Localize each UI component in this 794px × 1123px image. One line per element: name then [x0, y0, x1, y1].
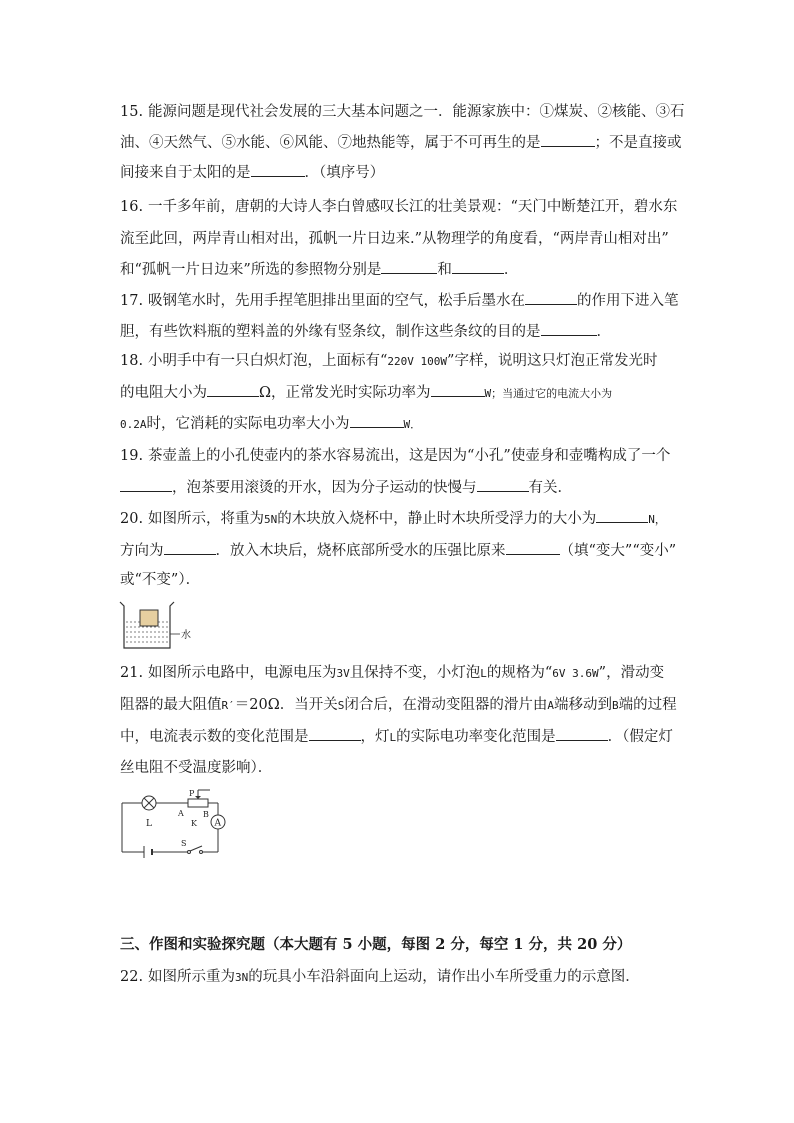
answer-blank: [525, 290, 577, 305]
q22-line1: 22. 如图所示重为3N的玩具小车沿斜面向上运动，请作出小车所受重力的示意图．: [120, 969, 640, 985]
q20-line3: 或“不变”）．: [120, 572, 201, 588]
answer-blank: [164, 540, 216, 555]
lamp-icon: [142, 796, 156, 810]
question-number: 22.: [120, 969, 144, 985]
q17-line1: 17. 吸钢笔水时，先用手捏笔胆排出里面的空气，松手后墨水在 的作用下进入笔: [120, 290, 679, 311]
question-number: 17.: [120, 293, 144, 309]
q15-line1: 15. 能源问题是现代社会发展的三大基本问题之一．能源家族中：①煤炭、②核能、③石: [120, 104, 685, 120]
q20-line1: 20. 如图所示，将重为5N的木块放入烧杯中，静止时木块所受浮力的大小为 N，: [120, 508, 666, 530]
answer-blank: [506, 540, 560, 555]
answer-blank: [596, 508, 648, 523]
answer-blank: [207, 382, 259, 397]
q16-line1: 16. 一千多年前，唐朝的大诗人李白曾感叹长江的壮美景观：“天门中断楚江开，碧水东: [120, 199, 678, 215]
q18-line2: 的电阻大小为 Ω，正常发光时实际功率为 W；当通过它的电流大小为: [120, 382, 612, 404]
q15-line2: 油、④天然气、⑤水能、⑥风能、⑦地热能等，属于不可再生的是 ；不是直接或: [120, 132, 682, 153]
battery-icon: [144, 846, 152, 858]
q15-line3: 间接来自于太阳的是 ．（填序号）: [120, 162, 384, 183]
q19-line1: 19. 茶壶盖上的小孔使壶内的茶水容易流出，这是因为“小孔”使壶身和壶嘴构成了一个: [120, 448, 671, 464]
question-number: 18.: [120, 353, 144, 369]
rheostat-icon: [188, 799, 208, 807]
beaker-figure: [118, 600, 198, 654]
q16-line2: 流至此回，两岸青山相对出，孤帆一片日边来.”从物理学的角度看，“两岸青山相对出”: [120, 231, 669, 247]
q21-line3: 中，电流表示数的变化范围是 ，灯L的实际电功率变化范围是 ．（假定灯: [120, 726, 673, 748]
end-b-label: B: [203, 810, 209, 819]
q17-line2: 胆，有些饮料瓶的塑料盖的外缘有竖条纹，制作这些条纹的目的是 ．: [120, 321, 611, 342]
answer-blank: [556, 726, 608, 741]
answer-blank: [477, 477, 529, 492]
switch-icon: [188, 846, 203, 854]
water-label: 水: [181, 630, 191, 641]
question-number: 15.: [120, 104, 144, 120]
answer-blank: [350, 413, 404, 428]
lamp-label: L: [146, 819, 152, 829]
q21-line2: 阻器的最大阻值R′＝20Ω．当开关S闭合后，在滑动变阻器的滑片由A端移动到B端的过程: [120, 697, 677, 713]
answer-blank: [309, 726, 361, 741]
slider-label: P: [189, 789, 195, 798]
switch-label: S: [181, 839, 187, 848]
answer-blank: [251, 162, 305, 177]
ammeter-label: A: [214, 818, 221, 829]
answer-blank: [541, 321, 597, 336]
answer-blank: [541, 132, 595, 147]
answer-blank: [431, 382, 485, 397]
q16-line3: 和“孤帆一片日边来”所选的参照物分别是 和 ．: [120, 259, 518, 280]
answer-blank: [120, 477, 172, 492]
wooden-block: [140, 610, 158, 626]
q18-line3: 0.2A时，它消耗的实际电功率大小为 W．: [120, 413, 421, 435]
q19-line2: ，泡茶要用滚烫的开水，因为分子运动的快慢与 有关．: [120, 477, 572, 498]
rheostat-label: K: [191, 819, 197, 828]
question-number: 16.: [120, 199, 144, 215]
q20-line2: 方向为 ．放入木块后，烧杯底部所受水的压强比原来 （填“变大”“变小”: [120, 540, 676, 561]
q21-line1: 21. 如图所示电路中，电源电压为3V且保持不变，小灯泡L的规格为“6V 3.6W”，滑动变: [120, 665, 665, 681]
answer-blank: [381, 259, 437, 274]
circuit-figure: [118, 788, 230, 860]
question-number: 19.: [120, 448, 144, 464]
q18-line1: 18. 小明手中有一只白炽灯泡，上面标有“220V 100W”字样，说明这只灯泡正常发光时: [120, 353, 658, 369]
end-a-label: A: [178, 809, 184, 818]
question-number: 20.: [120, 511, 144, 527]
q21-line4: 丝电阻不受温度影响）．: [120, 760, 273, 776]
section-heading: 三、作图和实验探究题（本大题有 5 小题，每图 2 分，每空 1 分，共 20 分）: [120, 936, 632, 953]
question-number: 21.: [120, 665, 144, 681]
answer-blank: [452, 259, 504, 274]
